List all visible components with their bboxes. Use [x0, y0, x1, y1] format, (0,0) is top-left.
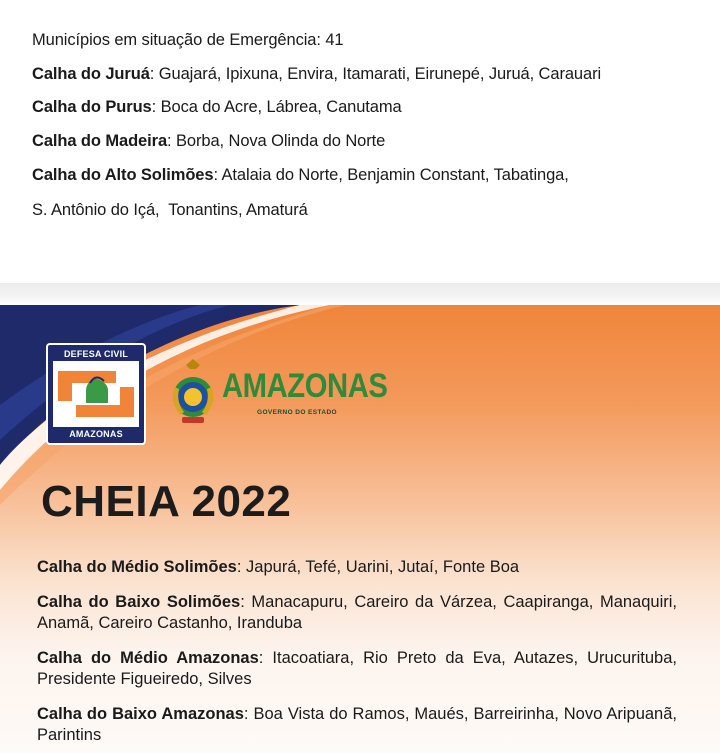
- section-divider: [0, 283, 720, 305]
- municipality-list: Boca do Acre, Lábrea, Canutama: [160, 98, 402, 116]
- calha-label: Calha do Médio Amazonas: [37, 649, 259, 667]
- governo-do-estado-label: GOVERNO DO ESTADO: [257, 409, 337, 416]
- amazonas-coat-of-arms-icon: [168, 357, 218, 427]
- municipality-list: Manacapuru, Careiro da Várzea, Caapiranga, Manaquiri, Anamã, Careiro Castanho, Iranduba: [37, 593, 678, 632]
- calha-label: Calha do Madeira: [32, 132, 168, 150]
- emergency-summary-panel: [0, 0, 720, 283]
- defesa-civil-label: DEFESA CIVIL: [63, 349, 129, 359]
- calha-medio-solimoes-line: Calha do Médio Solimões: Japurá, Tefé, Uarini, Jutaí, Fonte Boa: [37, 558, 520, 576]
- cheia-banner: [0, 305, 720, 753]
- amazonas-state-name: AMAZONAS: [222, 367, 388, 405]
- municipality-list: Atalaia do Norte, Benjamin Constant, Tabatinga,: [221, 166, 569, 184]
- municipality-list: Itacoatiara, Rio Preto da Eva, Autazes, Urucurituba, Presidente Figueiredo, Silves: [37, 649, 677, 688]
- calha-label: Calha do Juruá: [32, 65, 150, 83]
- defesa-civil-logo: [46, 343, 146, 445]
- calha-medio-amazonas-line: Calha do Médio Amazonas: Itacoatiara, Rio Preto da Eva, Autazes, Urucurituba, Presidente Figueiredo, Silves: [37, 649, 677, 688]
- calha-alto-solimoes-line: Calha do Alto Solimões: Atalaia do Norte, Benjamin Constant, Tabatinga,: [32, 166, 569, 184]
- municipality-list: Guajará, Ipixuna, Envira, Itamarati, Eirunepé, Juruá, Carauari: [158, 65, 602, 83]
- banner-title: CHEIA 2022: [41, 477, 292, 526]
- calha-label: Calha do Médio Solimões: [37, 558, 237, 576]
- calha-jurua-line: Calha do Juruá: Guajará, Ipixuna, Envira, Itamarati, Eirunepé, Juruá, Carauari: [32, 65, 602, 83]
- emergency-count-line: Municípios em situação de Emergência: 41: [32, 31, 344, 49]
- calha-alto-solimoes-continuation: S. Antônio do Içá, Tonantins, Amaturá: [32, 201, 308, 219]
- calha-label: Calha do Alto Solimões: [32, 166, 214, 184]
- calha-label: Calha do Baixo Solimões: [37, 593, 241, 611]
- municipality-list: Borba, Nova Olinda do Norte: [176, 132, 386, 150]
- municipality-list: Japurá, Tefé, Uarini, Jutaí, Fonte Boa: [246, 558, 520, 576]
- calha-label: Calha do Purus: [32, 98, 152, 116]
- defesa-civil-state-label: AMAZONAS: [69, 429, 123, 439]
- calha-purus-line: Calha do Purus: Boca do Acre, Lábrea, Canutama: [32, 98, 402, 116]
- municipality-list: Boa Vista do Ramos, Maués, Barreirinha, Novo Aripuanã, Parintins: [37, 705, 677, 744]
- calha-label: Calha do Baixo Amazonas: [37, 705, 244, 723]
- calha-madeira-line: Calha do Madeira: Borba, Nova Olinda do Norte: [32, 132, 386, 150]
- calha-baixo-solimoes-line: Calha do Baixo Solimões: Manacapuru, Careiro da Várzea, Caapiranga, Manaquiri, Anamã, Careiro Castanho, Iranduba: [37, 593, 678, 632]
- calha-baixo-amazonas-line: Calha do Baixo Amazonas: Boa Vista do Ramos, Maués, Barreirinha, Novo Aripuanã, Parintins: [37, 705, 677, 744]
